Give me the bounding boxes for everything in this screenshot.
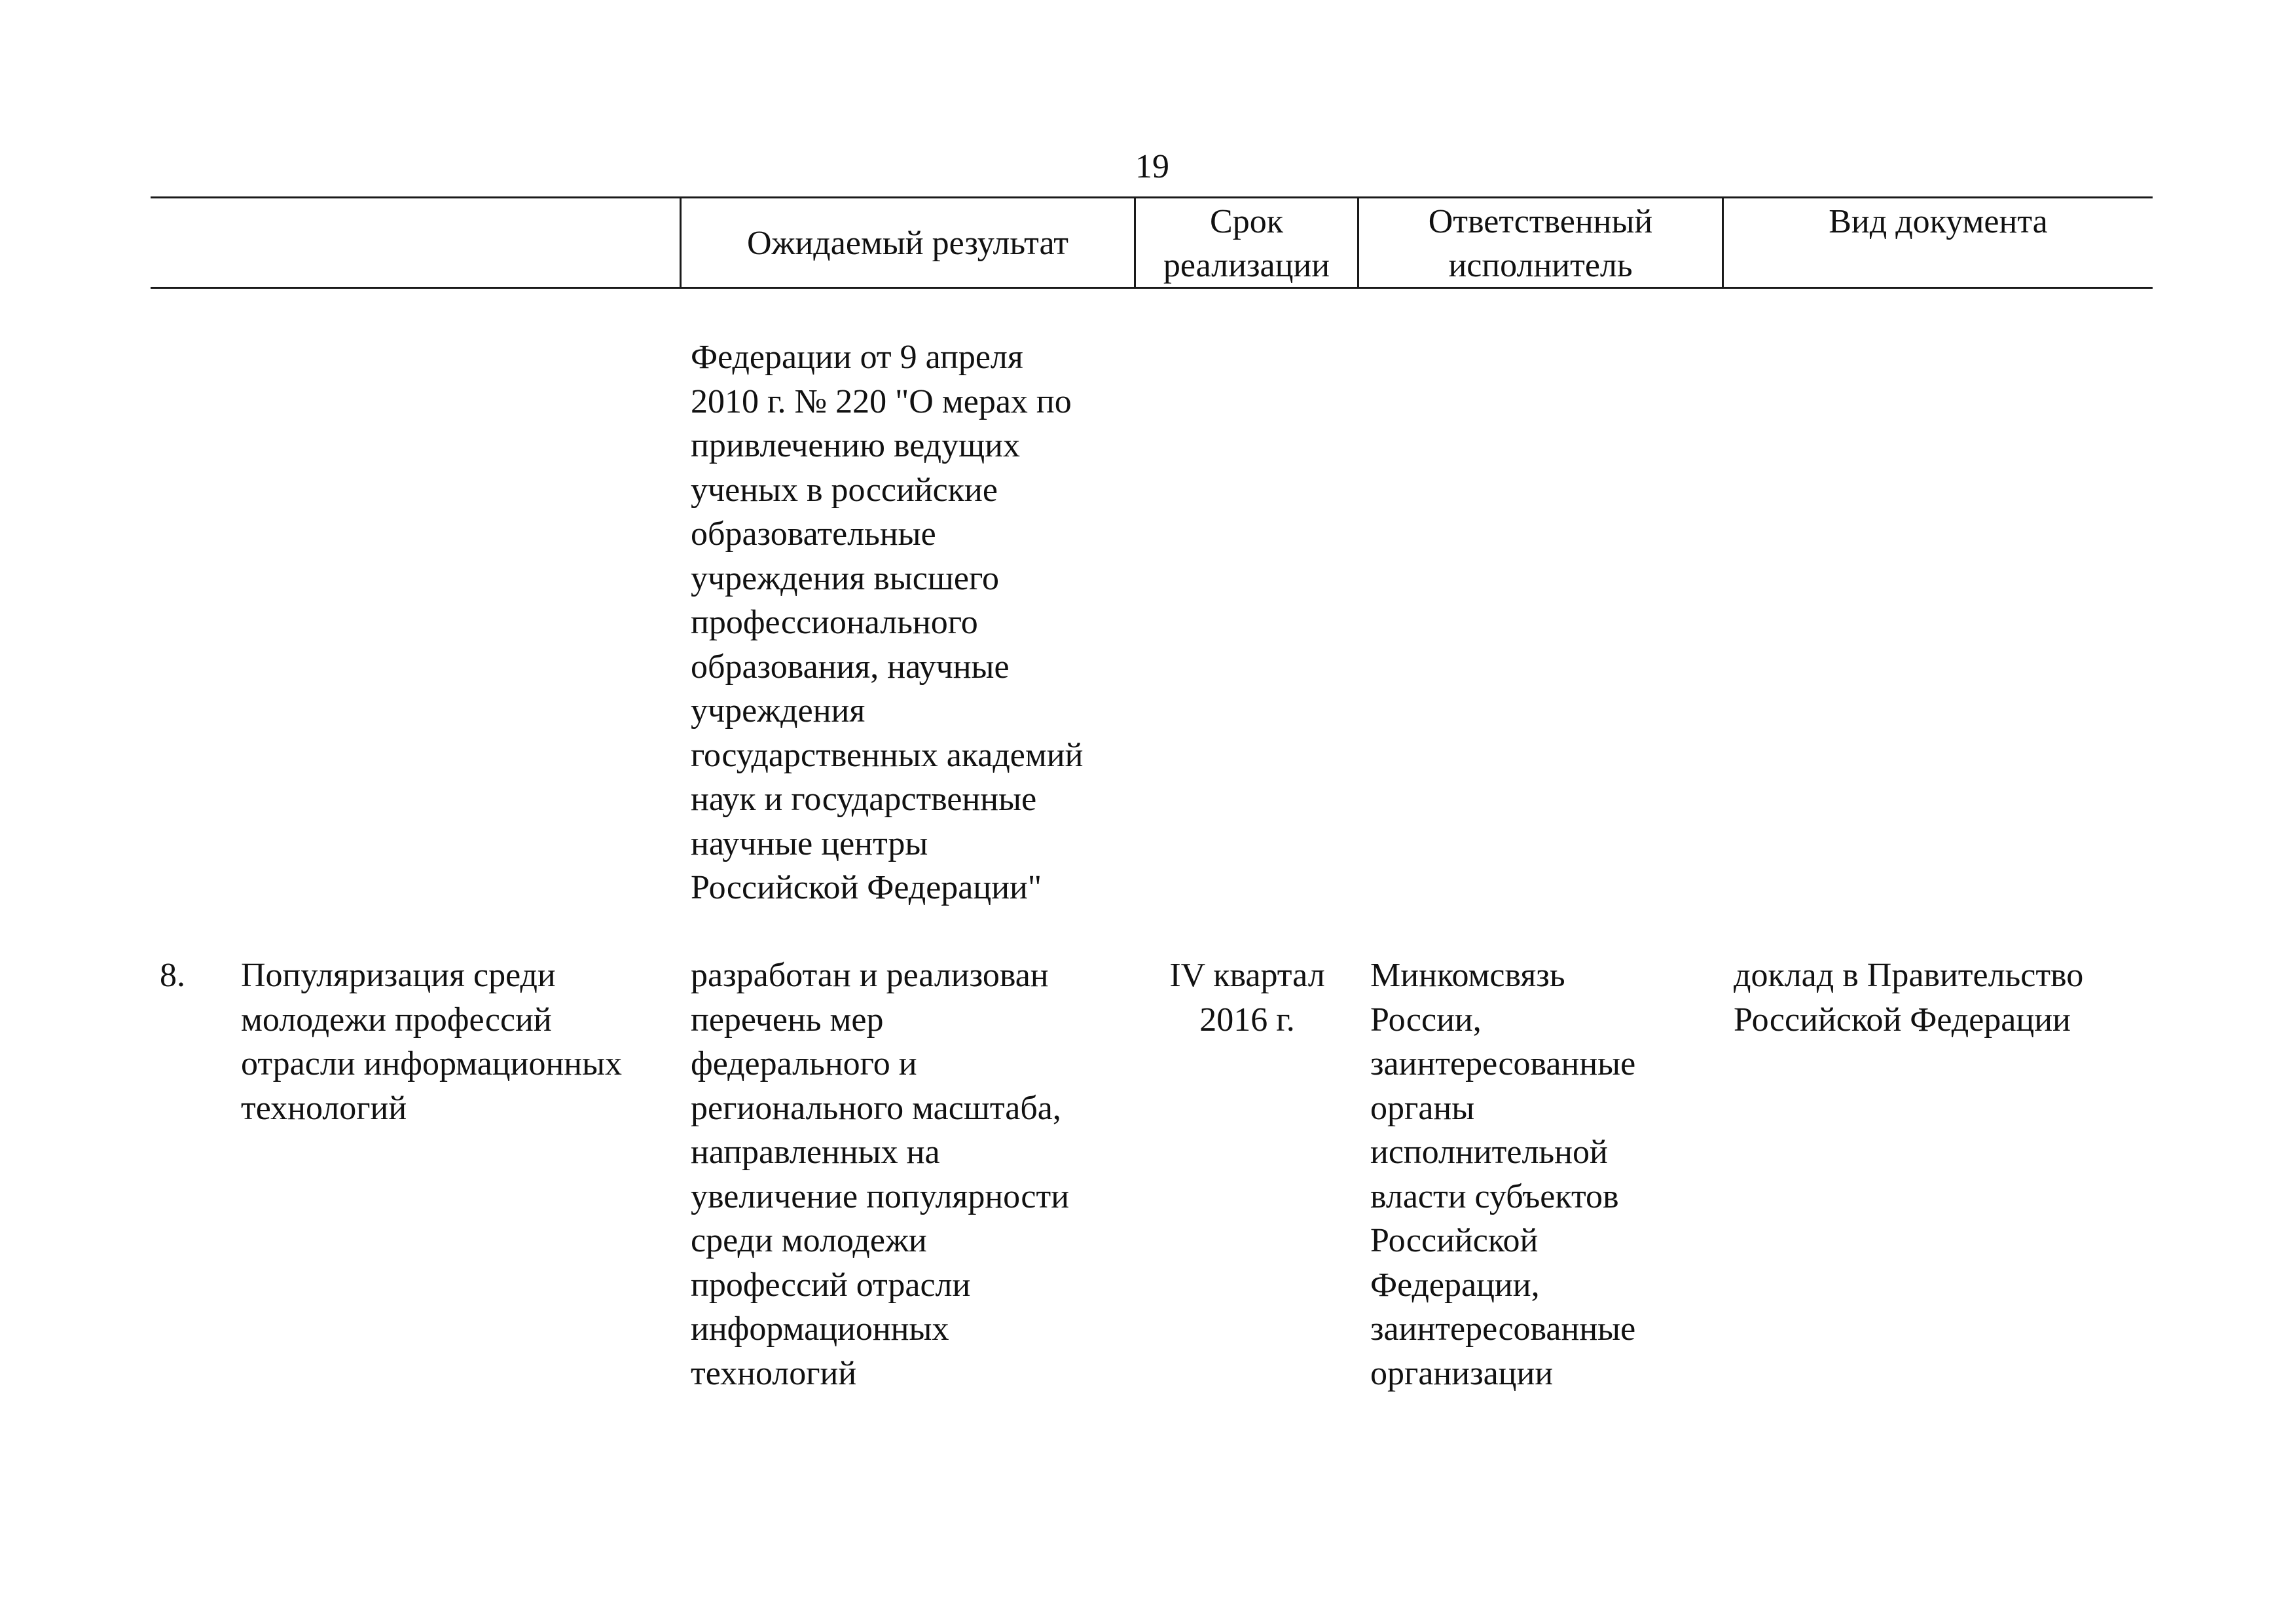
- header-term-line1: Срок: [1210, 203, 1283, 240]
- header-responsible-line2: исполнитель: [1448, 247, 1633, 284]
- row-term: IV квартал 2016 г.: [1169, 957, 1325, 1039]
- header-term-line2: реализации: [1163, 247, 1330, 284]
- header-document-type: [1724, 200, 2153, 286]
- header-term: [1136, 200, 1357, 286]
- header-responsible: [1359, 200, 1722, 286]
- header-expected-result: [682, 200, 1134, 286]
- page-number: 19: [1135, 148, 1169, 185]
- row-activity: Популяризация среди молодежи профессий отрасли информационных технологий: [241, 957, 623, 1127]
- header-document-type-label: Вид документа: [1829, 203, 2048, 240]
- row-responsible: Минкомсвязь России, заинтересованные органы исполнительной власти субъектов Российской Федерации, заинтересованные организации: [1370, 957, 1636, 1392]
- header-responsible-line1: Ответственный: [1428, 203, 1653, 240]
- header-expected-result-label: Ожидаемый результат: [747, 224, 1068, 262]
- table-header-top-rule: [151, 196, 2153, 198]
- row-number: 8.: [160, 957, 185, 994]
- row-expected-result: разработан и реализован перечень мер федерального и регионального масштаба, направленных на увеличение популярности среди молодежи профессий отрасли информационных технологий: [691, 957, 1070, 1392]
- continuation-result-text: Федерации от 9 апреля 2010 г. № 220 "О мерах по привлечению ведущих ученых в российские образовательные учреждения высшего профессионального образования, научные учреждения государственных академий наук и государственные научные центры Российской Федерации": [691, 339, 1084, 906]
- row-document-type: доклад в Правительство Российской Федерации: [1734, 957, 2084, 1039]
